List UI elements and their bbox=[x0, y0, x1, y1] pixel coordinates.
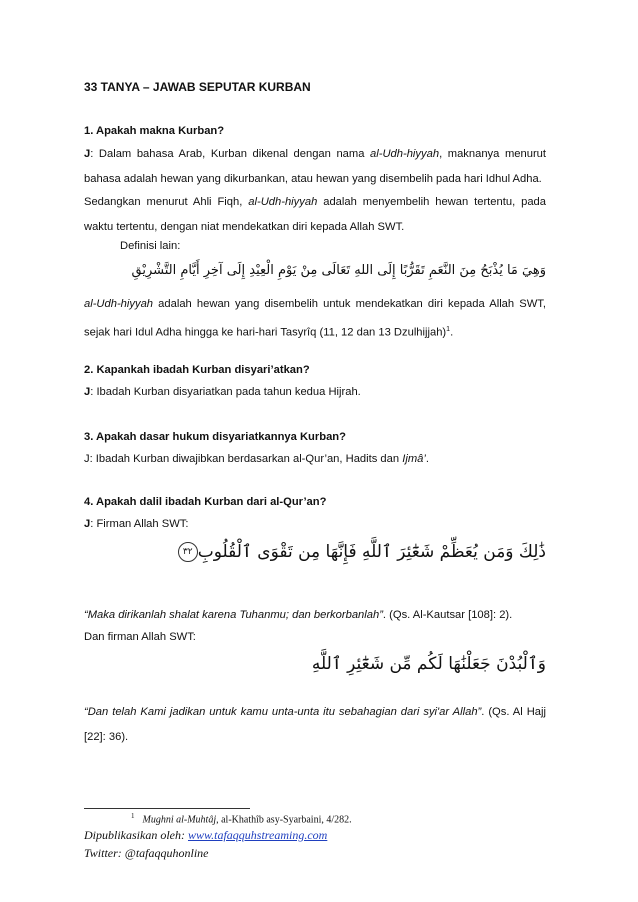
question-3: 3. Apakah dasar hukum disyariatkannya Kurban? bbox=[84, 431, 346, 443]
translation-2: “Dan telah Kami jadikan untuk kamu unta-unta itu sebahagian dari syi'ar Allah”. (Qs. Al Hajj [22]: 36). bbox=[84, 706, 546, 743]
question-2: 2. Kapankah ibadah Kurban disyari’atkan? bbox=[84, 364, 310, 376]
term: al-Udh-hiyyah bbox=[370, 148, 440, 160]
arabic-definition: وَهِيَ مَا يُذْبَحُ مِنَ النَّعَمِ تَقَرُّبًا إِلَى اللهِ تَعَالَى مِنْ يَوْمِ الْعِيْدِ إِلَى آخِرِ أَيَّامِ التَّشْرِيْقِ bbox=[131, 263, 546, 278]
question-1: 1. Apakah makna Kurban? bbox=[84, 125, 225, 137]
quran-verse-2: وَٱلْبُدْنَ جَعَلْنَٰهَا لَكُم مِّن شَعَٰٓئِرِ ٱللَّهِ bbox=[311, 654, 546, 674]
q1-paragraph-1: J: Dalam bahasa Arab, Kurban dikenal dengan nama al-Udh-hiyyah, maknanya menurut bahasa adalah hewan yang dikurbankan, atau hewan yang disembelih pada hari Idhul Adha. bbox=[84, 148, 546, 185]
footnote: $^1$ Mughni al-Muhtâj, al-Khathîb asy-Syarbaini, 4/282. bbox=[131, 812, 352, 826]
footnote-divider bbox=[84, 808, 250, 809]
question-4: 4. Apakah dalil ibadah Kurban dari al-Qur’an? bbox=[84, 496, 327, 508]
footnote-ref: 1 bbox=[446, 326, 451, 333]
q1-paragraph-3: al-Udh-hiyyah adalah hewan yang disembelih untuk mendekatkan diri kepada Allah SWT, sejak hari Idul Adha hingga ke hari-hari Tasyrîq (11, 12 dan 13 Dzulhijjah)$^1$. bbox=[84, 298, 546, 339]
term: al-Udh-hiyyah bbox=[84, 298, 154, 310]
footnote-number: 1 bbox=[131, 812, 135, 820]
definisi-label: Definisi lain: bbox=[120, 240, 181, 252]
publisher-line: Dipublikasikan oleh: www.tafaqquhstreaming.com bbox=[84, 828, 328, 842]
answer-marker: J bbox=[84, 518, 91, 530]
publisher-link[interactable]: www.tafaqquhstreaming.com bbox=[187, 828, 328, 842]
q4-intro: J: Firman Allah SWT: bbox=[84, 518, 189, 530]
term: Ijmâ’ bbox=[402, 453, 426, 465]
term: al-Udh-hiyyah bbox=[248, 196, 318, 208]
q1-paragraph-2: Sedangkan menurut Ahli Fiqh, al-Udh-hiyyah adalah menyembelih hewan tertentu, pada waktu tertentu, dengan niat mendekatkan diri kepada Allah SWT. bbox=[84, 196, 546, 233]
translation-1: “Maka dirikanlah shalat karena Tuhanmu; dan berkorbanlah”. (Qs. Al-Kautsar [108]: 2). bbox=[84, 609, 513, 621]
quran-verse-1: ذَٰلِكَ وَمَن يُعَظِّمْ شَعَٰٓئِرَ ٱللَّهِ فَإِنَّهَا مِن تَقْوَى ٱلْقُلُوبِ٣٢ bbox=[270, 538, 546, 566]
twitter-line: Twitter: @tafaqquhonline bbox=[84, 846, 209, 860]
answer-marker: J bbox=[84, 148, 91, 160]
answer-marker: J bbox=[84, 386, 91, 398]
ayah-number-marker: ٣٢ bbox=[178, 542, 198, 562]
firman-2-label: Dan firman Allah SWT: bbox=[84, 631, 196, 643]
q2-answer: J: Ibadah Kurban disyariatkan pada tahun kedua Hijrah. bbox=[84, 386, 361, 398]
q3-answer: J: Ibadah Kurban diwajibkan berdasarkan al-Qur’an, Hadits dan Ijmâ’. bbox=[84, 453, 429, 465]
page-title: 33 TANYA – JAWAB SEPUTAR KURBAN bbox=[84, 80, 311, 94]
